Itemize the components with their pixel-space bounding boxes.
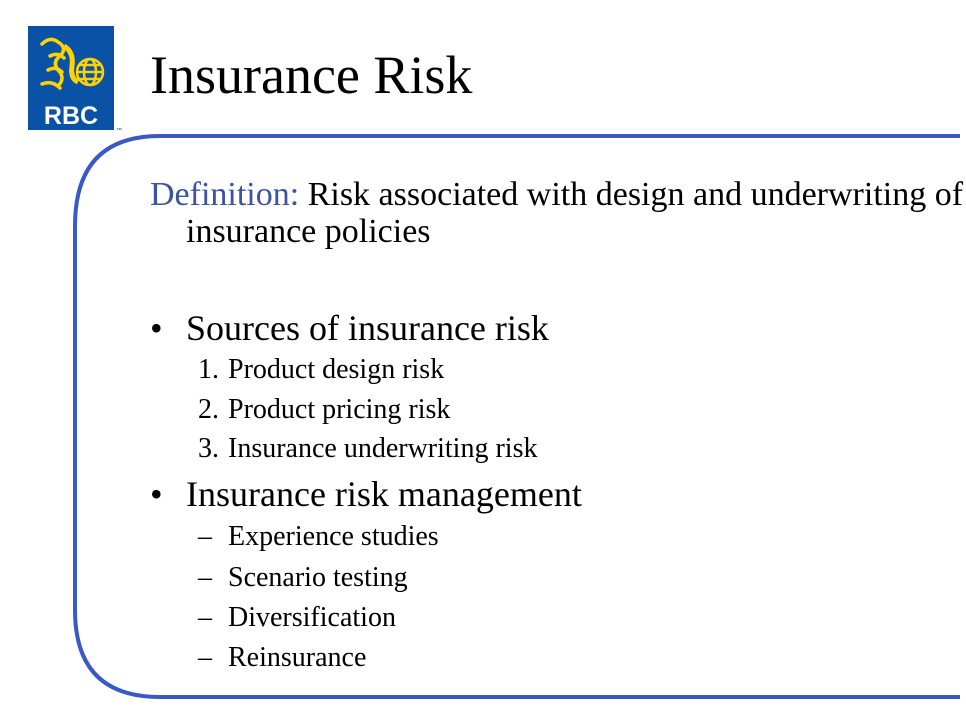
rbc-logo (28, 26, 120, 138)
definition-text (150, 176, 966, 250)
section-heading: Sources of insurance risk (186, 308, 549, 348)
bullet-marker: • (150, 308, 163, 348)
definition-body: Risk associated with design and underwriting of insurance policies (186, 176, 964, 250)
list-item: 2. Product pricing risk (198, 394, 451, 425)
logo-text: RBC (43, 102, 99, 130)
list-item: 1. Product design risk (198, 354, 445, 385)
list-item: – Diversification (198, 602, 396, 633)
section-heading: Insurance risk management (186, 474, 582, 514)
definition-label: Definition: (150, 176, 300, 213)
list-item: – Experience studies (198, 521, 439, 552)
list-item: – Scenario testing (198, 562, 408, 593)
bullet-marker: • (150, 474, 163, 514)
slide-title: Insurance Risk (150, 45, 473, 105)
section-management-heading (150, 474, 582, 514)
list-item: – Reinsurance (198, 642, 367, 673)
list-item: 3. Insurance underwriting risk (198, 433, 538, 464)
svg-text:™: ™ (116, 128, 122, 134)
section-sources-heading (150, 308, 549, 348)
